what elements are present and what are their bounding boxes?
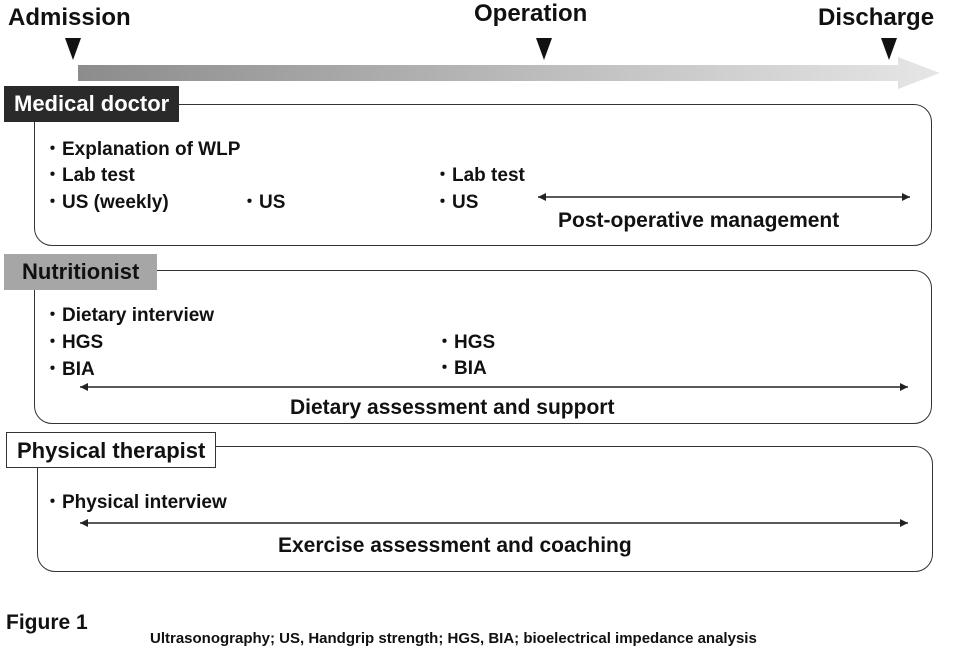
doctor-item-op-lab-test: ・Lab test [433, 165, 525, 186]
therapist-role-label: Physical therapist [6, 432, 216, 468]
nutritionist-item-hgs: ・HGS [43, 332, 104, 353]
doctor-item-explanation: ・Explanation of WLP [43, 139, 241, 160]
doctor-item-op-us: ・US [433, 192, 479, 213]
timeline-arrow-icon [70, 55, 950, 91]
doctor-range-arrow-icon [536, 190, 912, 204]
nutritionist-item-dietary-interview: ・Dietary interview [43, 305, 215, 326]
operation-label: Operation [474, 0, 588, 27]
nutritionist-role-label: Nutritionist [4, 254, 157, 290]
figure-label: Figure 1 [6, 611, 88, 634]
nutritionist-summary: Dietary assessment and support [290, 396, 615, 419]
figure-caption: Ultrasonography; US, Handgrip strength; HGS, BIA; bioelectrical impedance analysis [150, 630, 757, 647]
therapist-range-arrow-icon [78, 516, 910, 530]
nutritionist-item-op-hgs: ・HGS [435, 332, 496, 353]
discharge-label: Discharge [818, 4, 935, 31]
doctor-summary: Post-operative management [558, 209, 840, 232]
doctor-role-label: Medical doctor [4, 86, 179, 122]
nutritionist-item-bia: ・BIA [43, 359, 95, 380]
doctor-item-lab-test: ・Lab test [43, 165, 135, 186]
doctor-item-us-weekly: ・US (weekly) [43, 192, 169, 213]
nutritionist-range-arrow-icon [78, 380, 910, 394]
doctor-item-us-mid: ・US [240, 192, 286, 213]
nutritionist-item-op-bia: ・BIA [435, 358, 487, 379]
therapist-summary: Exercise assessment and coaching [278, 534, 632, 557]
therapist-item-physical-interview: ・Physical interview [43, 492, 227, 513]
admission-label: Admission [8, 4, 131, 31]
